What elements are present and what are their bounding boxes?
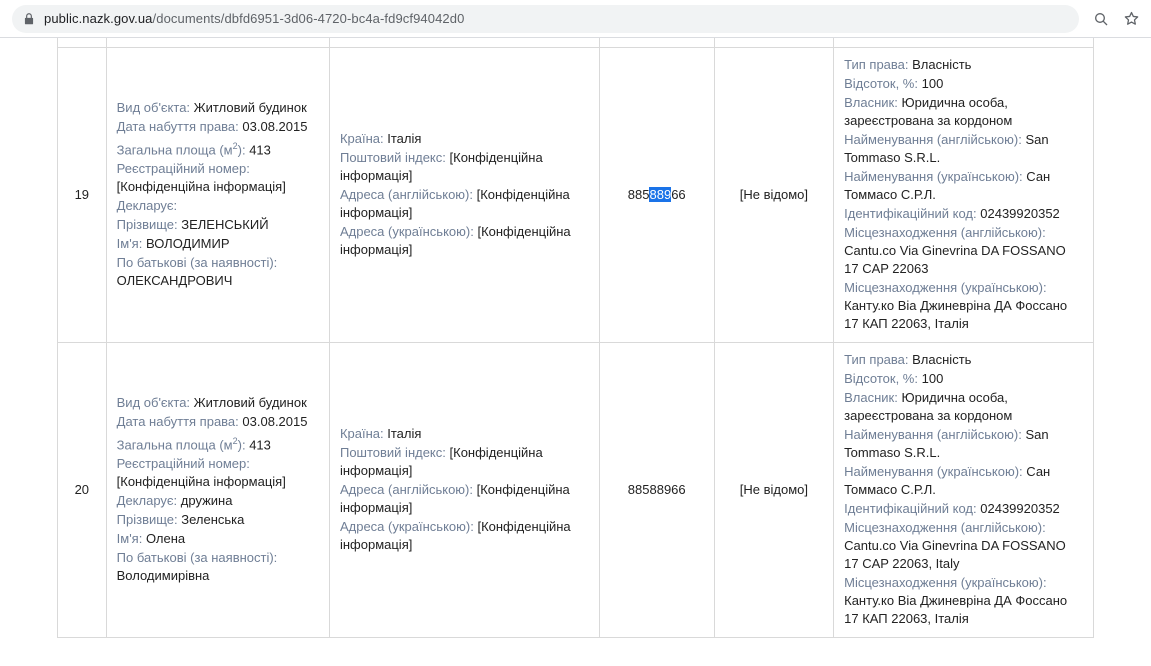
percent-field: [844, 75, 1083, 93]
percent-value: 100: [921, 76, 944, 91]
address-en-label: Адреса (англійською):: [339, 482, 473, 497]
name-label: Ім'я:: [116, 531, 143, 547]
right-type-value: Власність: [912, 57, 972, 72]
location-en-field: [844, 519, 1083, 573]
name-field: [117, 235, 319, 253]
owner-label: Власник:: [844, 390, 898, 405]
country-value: Італія: [387, 131, 422, 146]
object-type-field: [117, 99, 319, 117]
row-index: 19: [58, 48, 107, 343]
postal-code-value: [Конфіденційна інформація]: [339, 150, 543, 183]
patronymic-label: По батькові (за наявності):: [116, 550, 278, 566]
owner-value: Юридична особа, зареєстрована за кордоном: [844, 390, 1013, 423]
cost-value-pre: 885: [627, 187, 650, 202]
name-en-value: San Tommaso S.R.L.: [844, 427, 1049, 460]
patronymic-value: ОЛЕКСАНДРОВИЧ: [116, 273, 233, 289]
postal-code-label: Поштовий індекс:: [339, 445, 446, 460]
table-row: [58, 48, 1094, 343]
address-ua-value: [Конфіденційна інформація]: [339, 519, 571, 552]
location-ua-value: Канту.ко Віа Джиневріна ДА Фоссано 17 КАП 22063, Італія: [844, 298, 1068, 331]
location-ua-label: Місцезнаходження (українською):: [844, 280, 1047, 295]
address-cell: [329, 343, 599, 638]
location-en-field: [844, 224, 1083, 278]
country-field: [340, 130, 589, 148]
owner-value: Юридична особа, зареєстрована за кордоном: [844, 95, 1013, 128]
country-label: Країна:: [339, 131, 384, 146]
right-type-value: Власність: [912, 352, 972, 367]
object-type-value: Житловий будинок: [193, 394, 307, 410]
surname-value: Зеленська: [181, 512, 245, 528]
reg-number-label: Реєстраційний номер:: [116, 161, 250, 177]
acquisition-date-field: [117, 413, 319, 431]
total-area-field: [117, 432, 319, 454]
owner-cell: [834, 48, 1094, 343]
cost-value-selected[interactable]: 889: [649, 187, 672, 202]
declares-field: [117, 197, 319, 215]
total-area-label: Загальна площа (м: [116, 142, 233, 158]
address-ua-label: Адреса (українською):: [339, 224, 474, 239]
name-ua-label: Найменування (українською):: [844, 169, 1023, 184]
address-ua-field: [340, 518, 589, 554]
object-type-value: Житловий будинок: [193, 99, 307, 115]
surname-field: [117, 216, 319, 234]
percent-field: [844, 370, 1083, 388]
surname-field: [117, 511, 319, 529]
acquisition-date-field: [117, 118, 319, 136]
ident-code-value: 02439920352: [980, 206, 1060, 221]
ident-code-label: Ідентифікаційний код:: [844, 206, 977, 221]
ident-code-value: 02439920352: [980, 501, 1060, 516]
location-en-value: Cantu.co Via Ginevrina DA FOSSANO 17 CAP 22063, Italy: [844, 538, 1066, 571]
location-ua-value: Канту.ко Віа Джиневріна ДА Фоссано 17 КАП 22063, Італія: [844, 593, 1068, 626]
acquisition-date-label: Дата набуття права:: [116, 413, 239, 429]
address-en-value: [Конфіденційна інформація]: [339, 187, 570, 220]
browser-toolbar: [0, 0, 1151, 38]
name-en-field: [844, 426, 1083, 462]
total-area-value: 413: [249, 437, 271, 453]
postal-code-label: Поштовий індекс:: [339, 150, 446, 165]
cost-cell: 88588966: [599, 343, 714, 638]
right-type-field: [844, 351, 1083, 369]
declaration-table-wrapper: [57, 38, 1094, 638]
address-en-field: [340, 481, 589, 517]
total-area-value: 413: [249, 142, 271, 158]
percent-value: 100: [921, 371, 944, 386]
surname-value: ЗЕЛЕНСЬКИЙ: [181, 217, 269, 233]
total-area-label: Загальна площа (м: [116, 437, 233, 453]
object-type-field: [117, 394, 319, 412]
name-en-label: Найменування (англійською):: [844, 427, 1022, 442]
address-bar[interactable]: [12, 5, 1079, 33]
reg-number-value: [Конфіденційна інформація]: [116, 474, 286, 490]
postal-code-field: [340, 444, 589, 480]
location-ua-field: [844, 574, 1083, 628]
total-area-sup: 2: [232, 140, 238, 151]
cost-value-post: 66: [671, 187, 686, 202]
name-ua-value: Сан Томмасо С.Р.Л.: [844, 464, 1051, 497]
right-type-label: Тип права:: [844, 57, 909, 72]
star-icon[interactable]: [1119, 7, 1143, 31]
reg-number-field: [117, 160, 319, 196]
cost-cell: [599, 48, 714, 343]
reg-number-value: [Конфіденційна інформація]: [116, 179, 286, 195]
object-info-cell: [106, 48, 329, 343]
surname-label: Прізвище:: [116, 217, 178, 233]
ident-code-field: [844, 205, 1083, 223]
url-text: [44, 11, 464, 26]
patronymic-field: [117, 254, 319, 290]
total-area-label-end: ):: [237, 437, 246, 453]
name-value: Олена: [145, 531, 186, 547]
percent-label: Відсоток, %:: [844, 76, 918, 91]
table-row-partial: [58, 38, 1094, 48]
search-icon[interactable]: [1089, 7, 1113, 31]
location-en-label: Місцезнаходження (англійською):: [844, 225, 1046, 240]
country-field: [340, 425, 589, 443]
reg-number-label: Реєстраційний номер:: [116, 456, 250, 472]
unknown-cell: [Не відомо]: [714, 48, 833, 343]
owner-cell: [834, 343, 1094, 638]
country-label: Країна:: [339, 426, 384, 441]
document-page: [0, 38, 1151, 666]
name-ua-field: [844, 168, 1083, 204]
name-en-label: Найменування (англійською):: [844, 132, 1022, 147]
lock-icon: [22, 12, 36, 26]
name-value: ВОЛОДИМИР: [145, 236, 230, 252]
object-type-label: Вид об'єкта:: [116, 394, 191, 410]
name-en-field: [844, 131, 1083, 167]
patronymic-value: Володимирівна: [116, 568, 210, 584]
location-ua-label: Місцезнаходження (українською):: [844, 575, 1047, 590]
name-field: [117, 530, 319, 548]
ident-code-label: Ідентифікаційний код:: [844, 501, 977, 516]
location-en-value: Cantu.co Via Ginevrina DA FOSSANO 17 CAP 22063: [844, 243, 1066, 276]
right-type-label: Тип права:: [844, 352, 909, 367]
declares-label: Декларує:: [116, 198, 178, 214]
name-ua-label: Найменування (українською):: [844, 464, 1023, 479]
location-ua-field: [844, 279, 1083, 333]
url-path: /documents/dbfd6951-3d06-4720-bc4a-fd9cf94042d0: [152, 11, 465, 26]
table-row: [58, 343, 1094, 638]
address-en-value: [Конфіденційна інформація]: [339, 482, 570, 515]
object-info-cell: [106, 343, 329, 638]
acquisition-date-value: 03.08.2015: [242, 118, 308, 134]
ident-code-field: [844, 500, 1083, 518]
surname-label: Прізвище:: [116, 512, 178, 528]
declares-label: Декларує:: [116, 493, 178, 509]
patronymic-label: По батькові (за наявності):: [116, 255, 278, 271]
name-ua-value: Сан Томмасо С.Р.Л.: [844, 169, 1051, 202]
address-ua-field: [340, 223, 589, 259]
unknown-cell: [Не відомо]: [714, 343, 833, 638]
acquisition-date-label: Дата набуття права:: [116, 118, 239, 134]
name-en-value: San Tommaso S.R.L.: [844, 132, 1049, 165]
postal-code-field: [340, 149, 589, 185]
patronymic-field: [117, 549, 319, 585]
percent-label: Відсоток, %:: [844, 371, 918, 386]
total-area-field: [117, 137, 319, 159]
name-ua-field: [844, 463, 1083, 499]
country-value: Італія: [387, 426, 422, 441]
address-en-field: [340, 186, 589, 222]
declares-value: дружина: [180, 493, 233, 509]
row-index: 20: [58, 343, 107, 638]
address-ua-label: Адреса (українською):: [339, 519, 474, 534]
postal-code-value: [Конфіденційна інформація]: [339, 445, 543, 478]
address-ua-value: [Конфіденційна інформація]: [339, 224, 571, 257]
address-en-label: Адреса (англійською):: [339, 187, 473, 202]
total-area-sup: 2: [232, 435, 238, 446]
object-type-label: Вид об'єкта:: [116, 99, 191, 115]
owner-label: Власник:: [844, 95, 898, 110]
declaration-table: [57, 38, 1094, 638]
right-type-field: [844, 56, 1083, 74]
reg-number-field: [117, 455, 319, 491]
name-label: Ім'я:: [116, 236, 143, 252]
declares-field: [117, 492, 319, 510]
url-host: public.nazk.gov.ua: [44, 11, 153, 26]
address-cell: [329, 48, 599, 343]
owner-field: [844, 389, 1083, 425]
owner-field: [844, 94, 1083, 130]
location-en-label: Місцезнаходження (англійською):: [844, 520, 1046, 535]
total-area-label-end: ):: [237, 142, 246, 158]
acquisition-date-value: 03.08.2015: [242, 413, 308, 429]
